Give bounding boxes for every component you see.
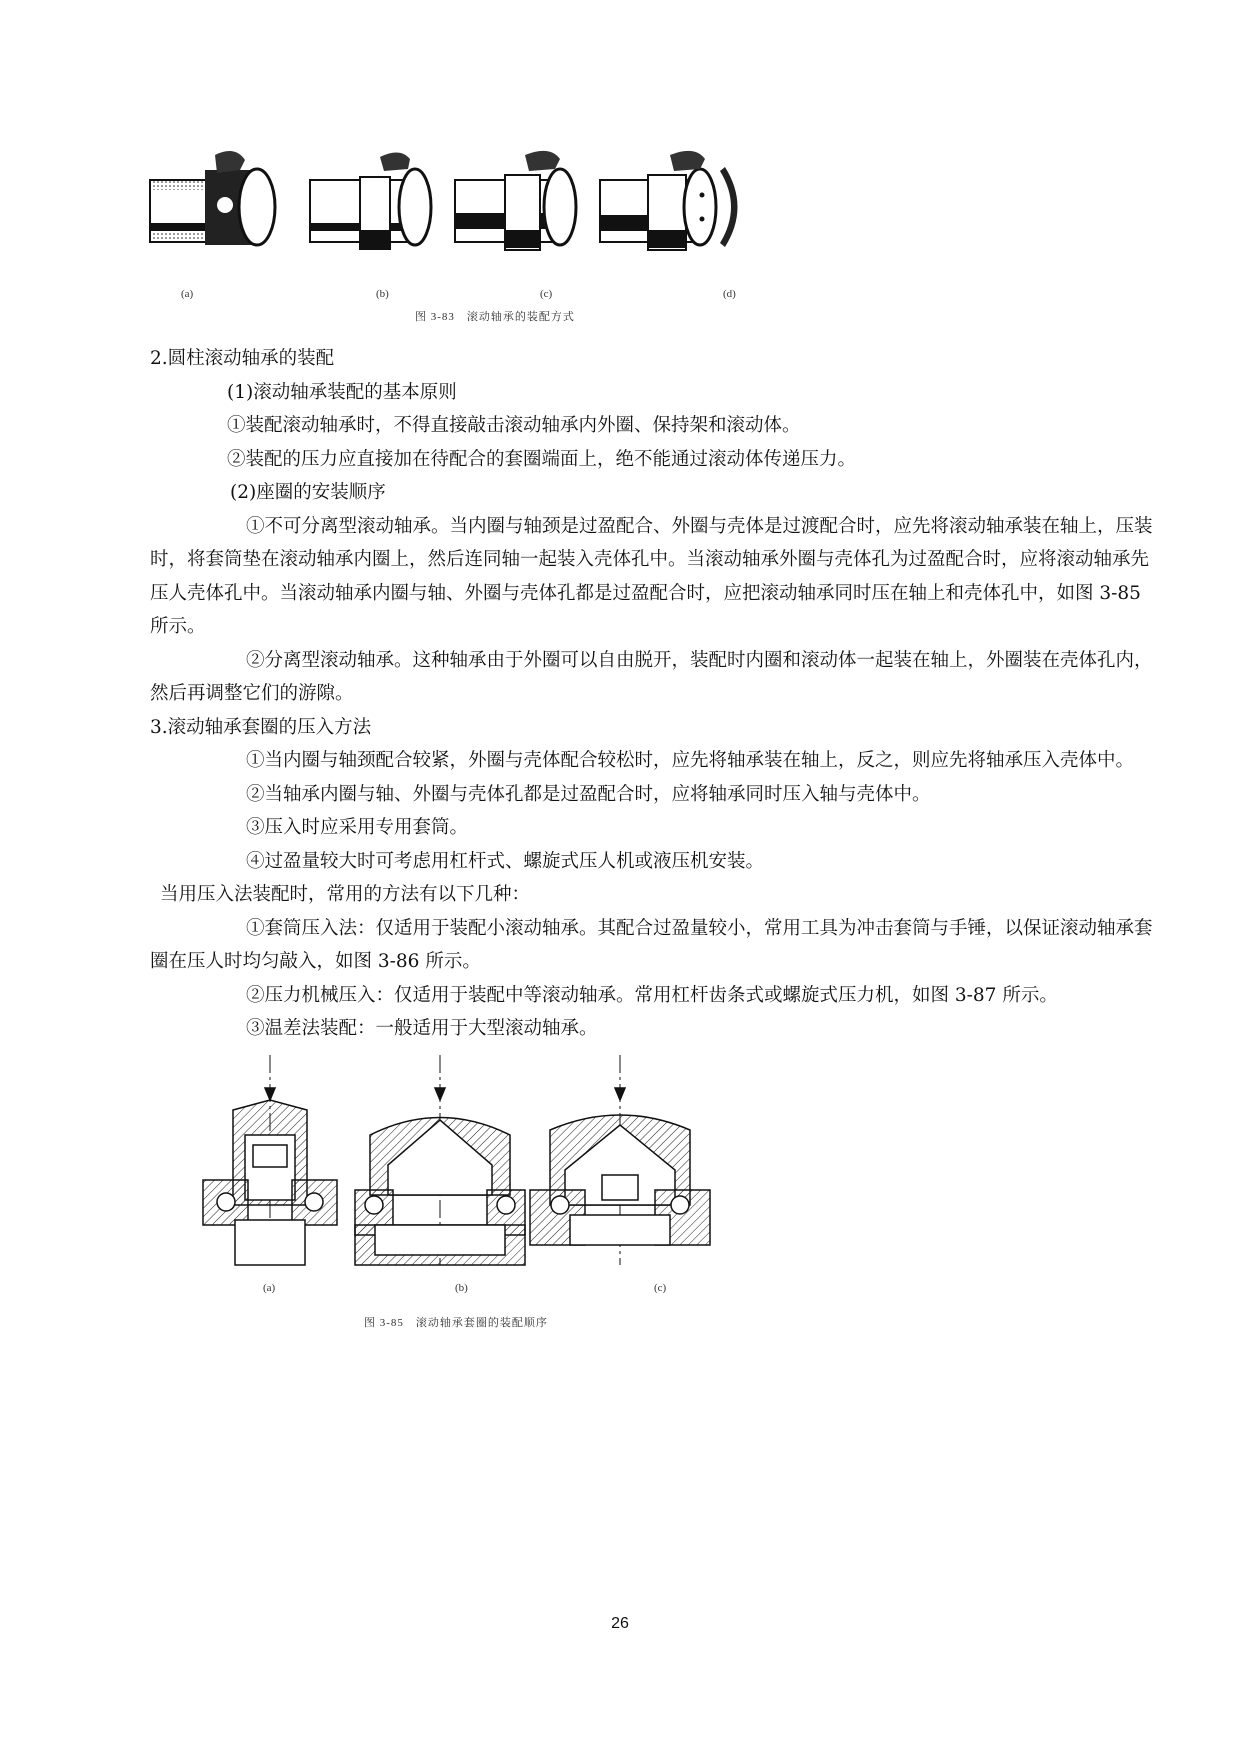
assembly-drawing-b	[355, 1055, 525, 1265]
paragraph: ①当内圈与轴颈配合较紧，外圈与壳体配合较松时，应先将轴承装在轴上，反之，则应先将轴承压入壳体中。	[246, 750, 1135, 771]
bearing-drawing-b	[310, 152, 431, 249]
bearing-drawing-a	[150, 151, 275, 245]
figure-3-83	[145, 145, 825, 300]
figure-label-a: (a)	[263, 1282, 276, 1294]
bearing-drawing-c	[455, 151, 576, 250]
figure-caption: 图 3-85 滚动轴承套圈的装配顺序	[364, 1317, 548, 1329]
paragraph: ①装配滚动轴承时，不得直接敲击滚动轴承内外圈、保持架和滚动体。	[227, 415, 801, 436]
figure-label-b: (b)	[376, 288, 389, 300]
paragraph: 当用压入法装配时，常用的方法有以下几种：	[160, 884, 531, 905]
figure-label-a: (a)	[181, 288, 194, 300]
figure-label-b: (b)	[455, 1282, 468, 1294]
paragraph: ③温差法装配：一般适用于大型滚动轴承。	[246, 1018, 598, 1039]
figure-label-c: (c)	[540, 288, 553, 300]
paragraph: ②当轴承内圈与轴、外圈与壳体孔都是过盈配合时，应将轴承同时压入轴与壳体中。	[246, 783, 931, 805]
figure-label-d: (d)	[723, 288, 736, 300]
subsection-heading: (2)座圈的安装顺序	[230, 482, 386, 503]
paragraph: ②分离型滚动轴承。这种轴承由于外圈可以自由脱开，装配时内圈和滚动体一起装在轴上，外圈装在壳体孔内，然后再调整它们的游隙。	[150, 649, 1153, 704]
paragraph: ①不可分离型滚动轴承。当内圈与轴颈是过盈配合、外圈与壳体是过渡配合时，应先将滚动轴承装在轴上，压装时，将套筒垫在滚动轴承内圈上，然后连同轴一起装入壳体孔中。当滚动轴承外圈与壳体孔为过盈配合时，应将滚动轴承先压人壳体孔中。当滚动轴承内圈与轴、外圈与壳体孔都是过盈配合时，应把滚动轴承同时压在轴上和壳体孔中，如图 3-85 所示。	[150, 515, 1153, 637]
section-heading: 3.滚动轴承套圈的压入方法	[150, 716, 372, 738]
paragraph: ③压入时应采用专用套筒。	[246, 817, 469, 838]
subsection-heading: (1)滚动轴承装配的基本原则	[227, 381, 457, 403]
assembly-drawing-a	[203, 1055, 337, 1265]
paragraph: ②装配的压力应直接加在待配合的套圈端面上，绝不能通过滚动体传递压力。	[227, 448, 857, 470]
assembly-drawing-c	[530, 1055, 710, 1265]
paragraph: ④过盈量较大时可考虑用杠杆式、螺旋式压人机或液压机安装。	[246, 850, 765, 872]
paragraph: ①套筒压入法：仅适用于装配小滚动轴承。其配合过盈量较小，常用工具为冲击套筒与手锤，以保证滚动轴承套圈在压人时均匀敲入，如图 3-86 所示。	[150, 917, 1153, 972]
section-heading: 2.圆柱滚动轴承的装配	[150, 348, 335, 369]
bearing-drawing-d	[600, 151, 738, 250]
page-number: 26	[611, 1615, 629, 1632]
paragraph: ②压力机械压入：仅适用于装配中等滚动轴承。常用杠杆齿条式或螺旋式压力机，如图 3-87 所示。	[246, 984, 1058, 1006]
figure-label-c: (c)	[654, 1282, 667, 1294]
body-text	[150, 342, 1160, 1046]
figure-3-85	[195, 1055, 755, 1275]
figure-caption: 图 3-83 滚动轴承的装配方式	[415, 311, 575, 323]
